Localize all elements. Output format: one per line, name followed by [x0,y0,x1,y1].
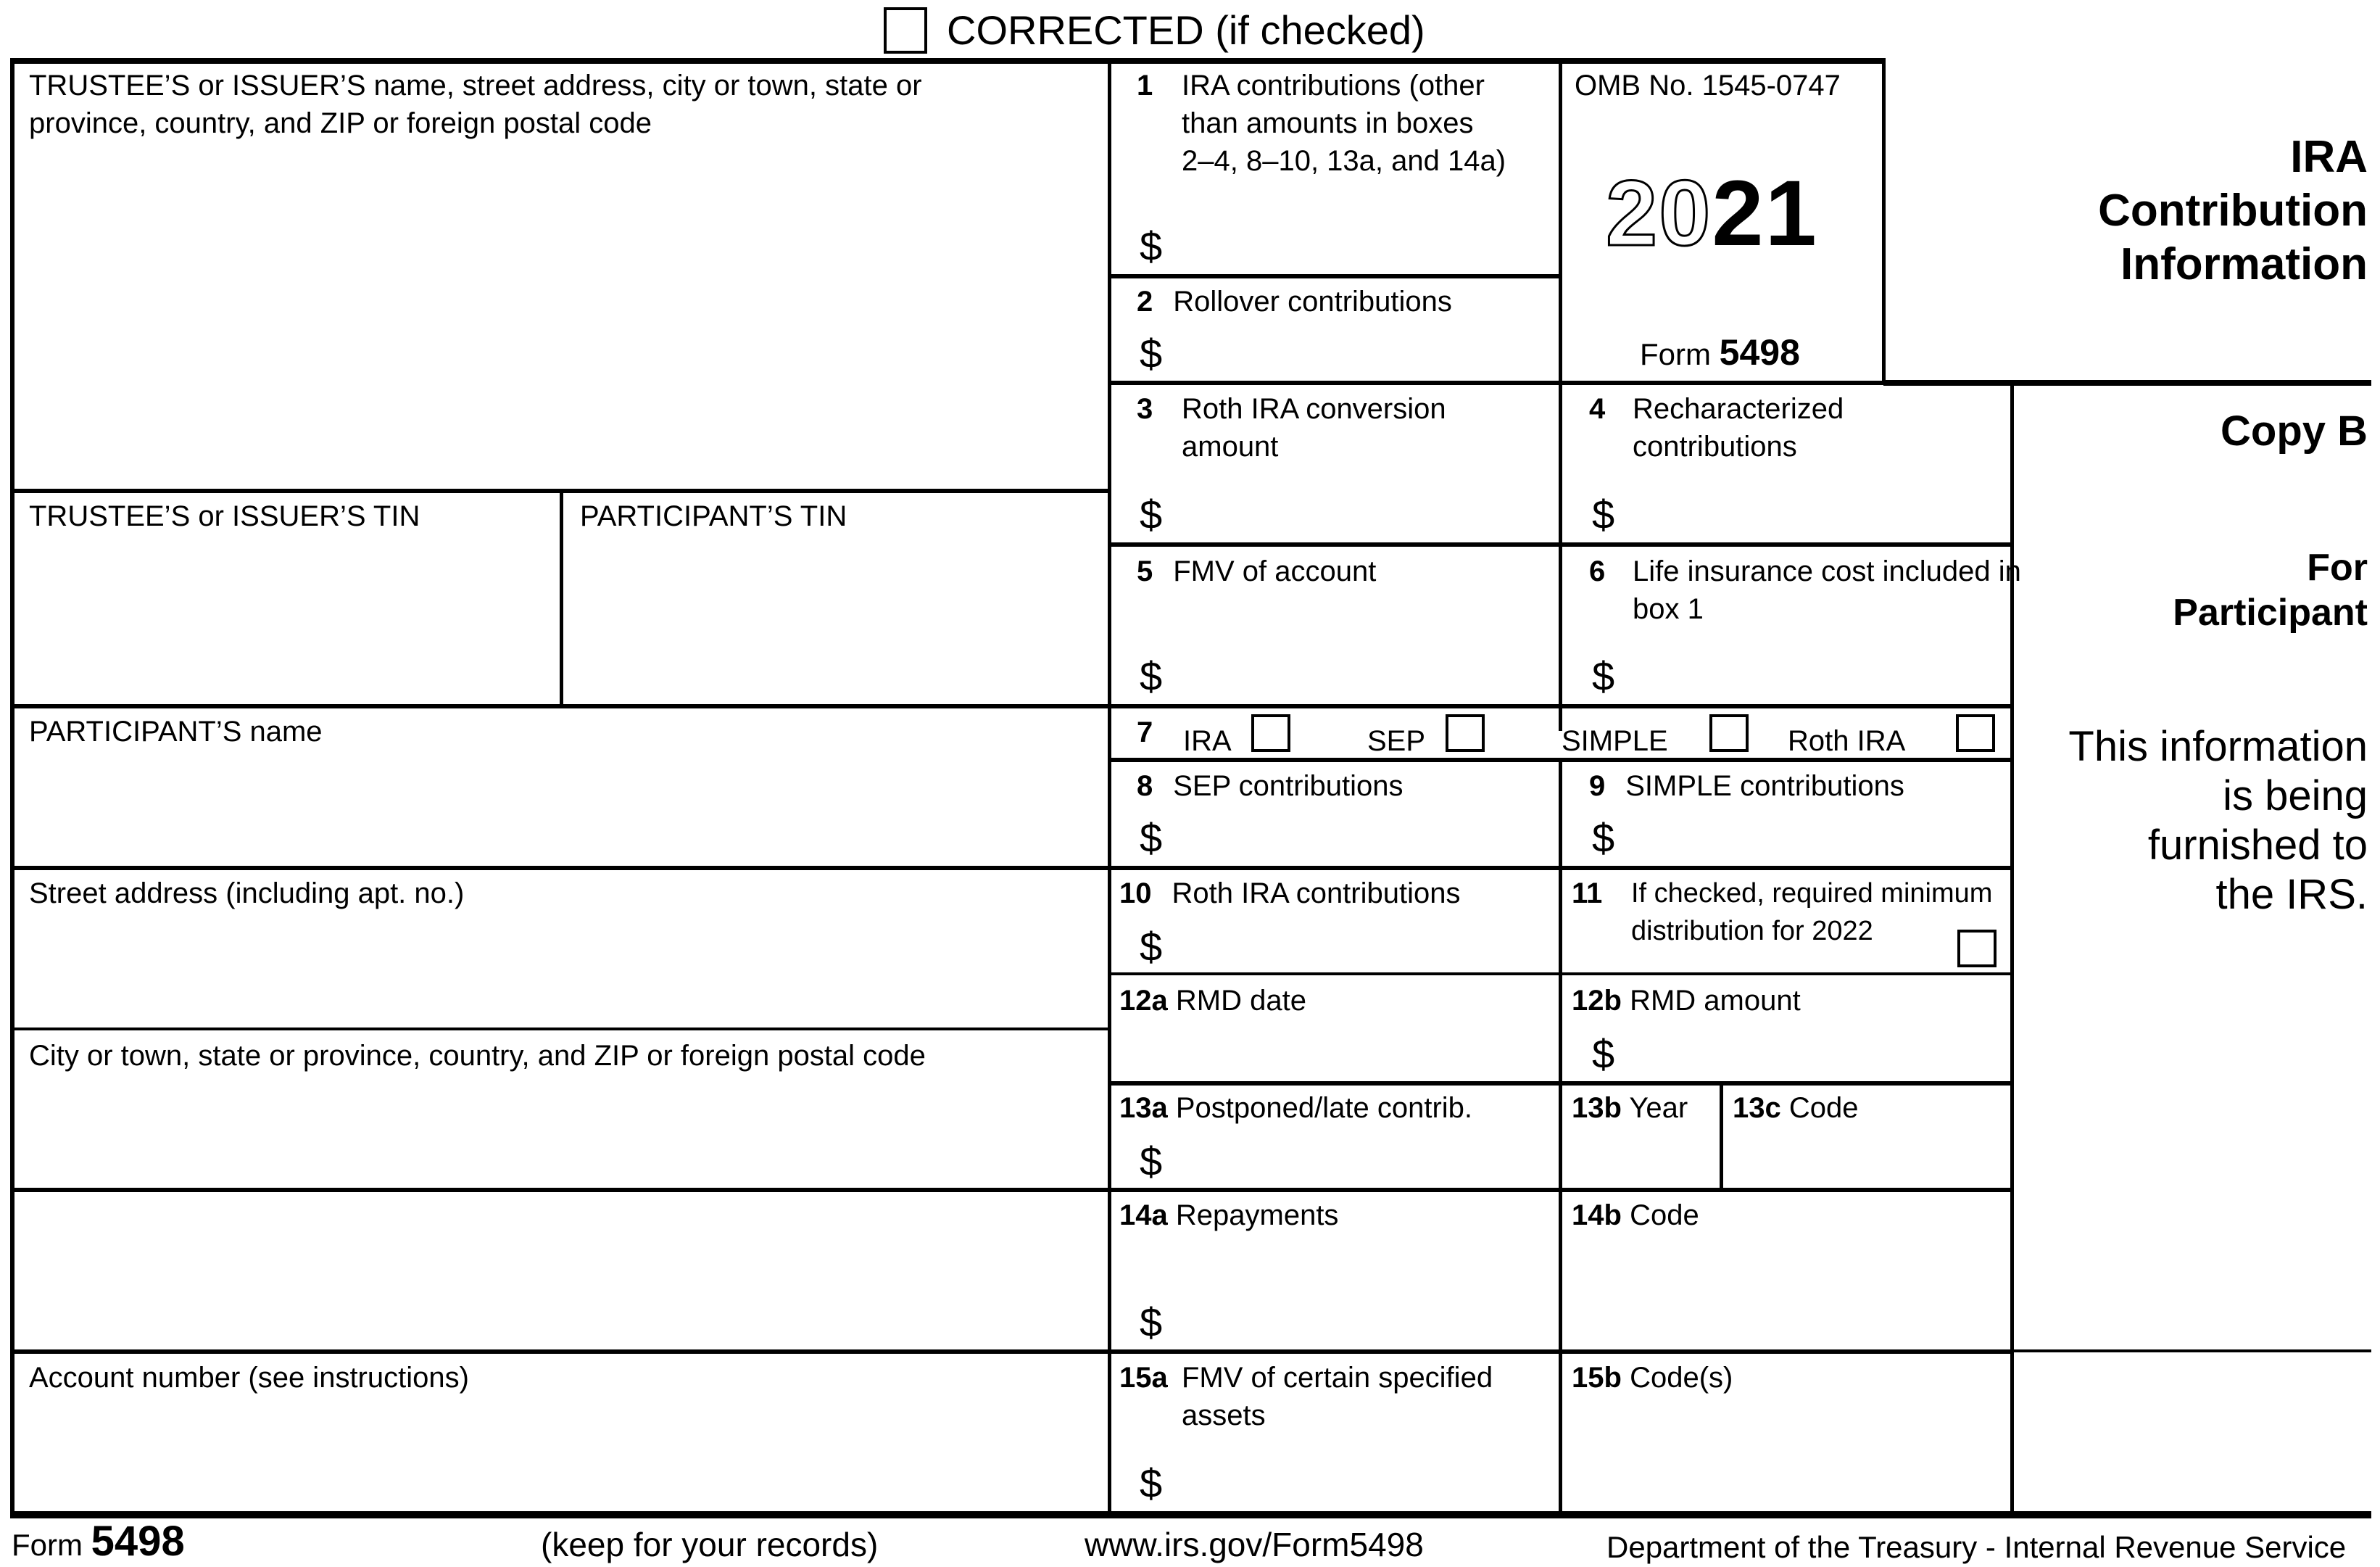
account-number-label: Account number (see instructions) [29,1362,469,1394]
box15a-amount-field[interactable] [1174,1443,1551,1508]
hl-row-3 [1109,381,2013,385]
box10-amount-field[interactable] [1174,919,1551,972]
omb-number: OMB No. 1545-0747 [1575,70,1841,102]
box4-dollar: $ [1592,492,1615,537]
box10-dollar: $ [1140,924,1163,969]
box2-label: 2 Rollover contributions [1137,286,1452,318]
box10-label: 10 Roth IRA contributions [1119,877,1461,909]
blank-left-field[interactable] [16,1194,1103,1347]
box15a-dollar: $ [1140,1460,1163,1506]
box5-label: 5 FMV of account [1137,555,1377,587]
box7-sep-checkbox[interactable] [1446,714,1485,752]
box6-number: 6 [1589,555,1606,587]
box1-number: 1 [1137,70,1153,102]
hl-left-6 [10,1349,1109,1354]
copy-label: Copy B [2221,408,2368,455]
corrected-checkbox[interactable] [884,7,927,54]
footer-keep-records: (keep for your records) [541,1526,879,1563]
box11-label: If checked, required minimum distribution for 2022 [1631,878,1993,946]
box13-divider [1720,1083,1723,1190]
box15a-label: FMV of certain specified assets [1182,1362,1493,1431]
form-number-label: Form 5498 [1640,332,1800,373]
footer-form-number: Form 5498 [12,1518,185,1565]
hl-left-3 [10,866,1109,870]
box8-amount-field[interactable] [1174,811,1551,863]
box3-amount-field[interactable] [1174,479,1551,541]
box5-dollar: $ [1140,653,1163,699]
box8-dollar: $ [1140,815,1163,861]
hl-box1-2 [1109,274,1560,278]
hl-row-13 [1109,1081,2013,1086]
tin-divider [560,491,563,706]
street-address-label: Street address (including apt. no.) [29,877,465,909]
col-divider-2b [1559,760,1562,1514]
box7-simple-checkbox[interactable] [1709,714,1749,752]
box2-dollar: $ [1140,331,1163,376]
city-field[interactable] [16,1075,1103,1186]
box3-number: 3 [1137,393,1153,425]
col-divider-2 [1559,58,1562,731]
box3-dollar: $ [1140,492,1163,537]
trustee-name-label: TRUSTEE’S or ISSUER’S name, street address, city or town, state or [29,70,922,102]
hl-left-5 [10,1188,1109,1192]
box12b-label: 12b RMD amount [1572,985,1801,1017]
box13a-label: 13a Postponed/late contrib. [1119,1092,1473,1124]
box8-label: 8 SEP contributions [1137,770,1403,802]
box14a-label: 14a Repayments [1119,1199,1339,1231]
box1-dollar: $ [1140,223,1163,269]
participant-name-label: PARTICIPANT’S name [29,716,323,748]
city-label: City or town, state or province, country, and ZIP or foreign postal code [29,1040,926,1072]
footer-irs-link[interactable]: www.irs.gov/Form5498 [1085,1526,1424,1563]
box15b-label: 15b Code(s) [1572,1362,1733,1394]
participant-tin-field[interactable] [565,537,1106,702]
form-top-border [10,58,1885,64]
participant-tin-label: PARTICIPANT’S TIN [580,500,847,532]
box6-amount-field[interactable] [1627,638,2004,702]
hl-row-14 [1109,1188,2013,1192]
box9-dollar: $ [1592,815,1615,861]
box12b-dollar: $ [1592,1031,1615,1077]
box12b-amount-field[interactable] [1627,1022,2004,1080]
box6-dollar: $ [1592,653,1615,699]
box11-rmd-checkbox[interactable] [1957,930,1997,967]
box7-number: 7 [1137,716,1153,748]
corrected-label: CORRECTED (if checked) [947,7,1425,53]
box7-roth-checkbox[interactable] [1956,714,1995,752]
hl-row-10 [1109,866,2013,870]
hl-row-15 [1109,1349,2013,1354]
street-address-field[interactable] [16,912,1103,1025]
box7-ira-checkbox[interactable] [1251,714,1290,752]
trustee-name-label-2: province, country, and ZIP or foreign postal code [29,107,652,139]
hl-row-7 [1109,704,2013,708]
footer-department: Department of the Treasury - Internal Revenue Service [1606,1530,2347,1564]
box13b-year-field[interactable] [1566,1128,1717,1186]
omb-box-right [1882,58,1886,384]
hl-left-1 [10,489,1109,493]
furnished-notice: This information is being furnished to the IRS. [2068,723,2368,918]
box14a-dollar: $ [1140,1299,1163,1345]
box9-label: 9 SIMPLE contributions [1589,770,1904,802]
box3-label: Roth IRA conversion amount [1182,393,1446,463]
hl-row-12 [1109,972,2013,975]
hl-left-4 [10,1028,1109,1030]
participant-name-field[interactable] [16,751,1103,864]
box11-number: 11 [1572,877,1603,909]
box12a-date-field[interactable] [1116,1022,1551,1080]
box13a-amount-field[interactable] [1174,1131,1551,1186]
box14a-amount-field[interactable] [1174,1240,1551,1347]
box15a-number: 15a [1119,1362,1168,1394]
box4-number: 4 [1589,393,1606,425]
box7-ira-label: IRA [1183,725,1232,757]
box7-roth-label: Roth IRA [1788,725,1906,757]
hl-left-2 [10,704,1109,708]
form-bottom-border [10,1511,2371,1518]
box9-amount-field[interactable] [1627,811,2004,863]
form-left-border [10,58,14,1516]
trustee-name-field[interactable] [16,145,1103,486]
box14b-label: 14b Code [1572,1199,1699,1231]
account-number-field[interactable] [16,1398,1103,1507]
hl-row-5 [1109,542,2013,547]
box1-amount-field[interactable] [1174,218,1551,271]
for-participant: For Participant [2173,547,2368,634]
box2-amount-field[interactable] [1174,326,1551,379]
form-title: IRA Contribution Information [2098,132,2368,289]
box4-amount-field[interactable] [1627,479,2004,541]
box14b-code-field[interactable] [1566,1240,2007,1347]
box4-label: Recharacterized contributions [1633,393,1844,463]
box1-label: IRA contributions (other than amounts in boxes 2–4, 8–10, 13a, and 14a) [1182,70,1506,177]
box13b-label: 13b Year [1572,1092,1688,1124]
box7-simple-label: SIMPLE [1562,725,1668,757]
box12a-label: 12a RMD date [1119,985,1306,1017]
hl-right-mid [2012,1349,2371,1352]
box6-label: Life insurance cost included in box 1 [1633,555,2021,625]
box13a-dollar: $ [1140,1138,1163,1184]
box15b-codes-field[interactable] [1566,1399,2007,1508]
tax-year: 2021 [1606,162,1818,265]
trustee-tin-label: TRUSTEE’S or ISSUER’S TIN [29,500,420,532]
box7-sep-label: SEP [1367,725,1426,757]
trustee-tin-field[interactable] [16,537,556,702]
box13c-code-field[interactable] [1727,1128,2007,1186]
box13c-label: 13c Code [1733,1092,1859,1124]
box5-amount-field[interactable] [1174,638,1551,702]
